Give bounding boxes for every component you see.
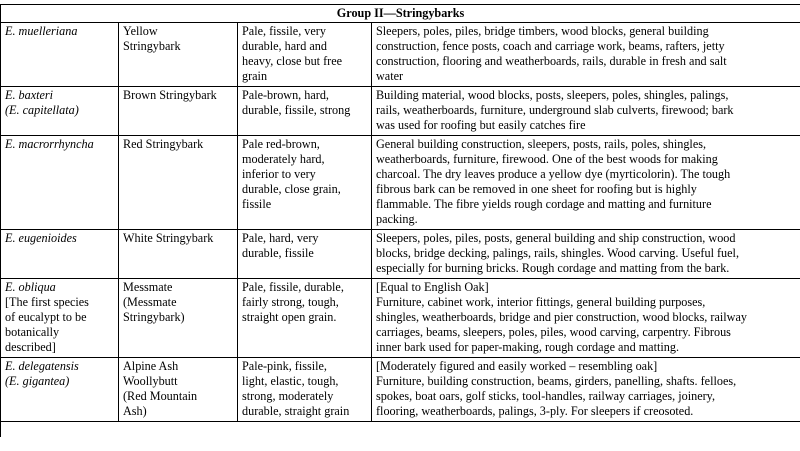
- cell-line: (Messmate: [123, 295, 177, 309]
- species-cell: [1, 279, 119, 358]
- cell-line: of eucalypt to be: [5, 310, 87, 324]
- timber-description-cell: [238, 230, 372, 279]
- uses-cell: [372, 230, 800, 279]
- group-header-row: [1, 5, 800, 23]
- cell-line: E. macrorrhyncha: [5, 137, 94, 151]
- cell-line: blocks, bridge decking, palings, rails, shingles. Wood carving. Useful fuel,: [376, 246, 739, 260]
- uses-cell: [372, 87, 800, 136]
- cell-line: durable, fissile, strong: [242, 103, 351, 117]
- cell-line: E. muelleriana: [5, 24, 78, 38]
- cell-line: Sleepers, poles, piles, posts, general building and ship construction, wood: [376, 231, 736, 245]
- table-row: [1, 23, 800, 87]
- cell-line: Pale-pink, fissile,: [242, 359, 327, 373]
- cell-line: Woollybutt: [123, 374, 178, 388]
- cell-line: rails, weatherboards, furniture, underground slab culverts, firewood; bark: [376, 103, 734, 117]
- cell-line: Pale-brown, hard,: [242, 88, 329, 102]
- cell-line: General building construction, sleepers, posts, rails, poles, shingles,: [376, 137, 707, 151]
- timber-description-cell: [238, 87, 372, 136]
- cell-line: Pale, hard, very: [242, 231, 319, 245]
- table-row: [1, 230, 800, 279]
- cell-line: shingles, weatherboards, bridge and pier construction, wood blocks, railway: [376, 310, 747, 324]
- cell-line: Messmate: [123, 280, 173, 294]
- cell-line: durable, close grain,: [242, 182, 341, 196]
- cell-line: Brown Stringybark: [123, 88, 217, 102]
- uses-cell: [372, 358, 800, 422]
- cell-line: durable, straight grain: [242, 404, 350, 418]
- cell-line: Sleepers, poles, piles, bridge timbers, wood blocks, general building: [376, 24, 709, 38]
- cell-line: fibrous bark can be removed in one sheet for roofing but is highly: [376, 182, 697, 196]
- timber-description-cell: [238, 279, 372, 358]
- table-row: [1, 279, 800, 358]
- common-name-cell: [119, 23, 238, 87]
- group-title: Group II—Stringybarks: [1, 5, 800, 23]
- cell-line: Yellow: [123, 24, 158, 38]
- cell-line: Stringybark: [123, 39, 181, 53]
- common-name-cell: [119, 279, 238, 358]
- timber-description-cell: [238, 358, 372, 422]
- cell-line: heavy, close but free: [242, 54, 343, 68]
- cell-line: botanically: [5, 325, 60, 339]
- cell-line: Pale, fissile, durable,: [242, 280, 344, 294]
- cell-line: Ash): [123, 404, 147, 418]
- species-cell: [1, 358, 119, 422]
- cell-line: inner bark used for paper-making, rough cordage and matting.: [376, 340, 679, 354]
- cell-line: packing.: [376, 212, 418, 226]
- table-row: [1, 358, 800, 422]
- stringybarks-table: [0, 4, 800, 437]
- species-cell: [1, 23, 119, 87]
- cell-line: Furniture, building construction, beams, girders, panelling, shafts. felloes,: [376, 374, 737, 388]
- cell-line: moderately hard,: [242, 152, 325, 166]
- cell-line: especially for burning bricks. Rough cordage and matting from the bark.: [376, 261, 730, 275]
- cell-line: flooring, weatherboards, palings, 3-ply. For sleepers if creosoted.: [376, 404, 694, 418]
- cell-line: construction, flooring and weatherboards, rails, durable in fresh and salt: [376, 54, 727, 68]
- cell-line: [Moderately figured and easily worked – resembling oak]: [376, 359, 658, 373]
- cell-line: durable, fissile: [242, 246, 314, 260]
- species-cell: [1, 136, 119, 230]
- cell-line: water: [376, 69, 404, 83]
- cell-line: E. eugenioides: [5, 231, 77, 245]
- common-name-cell: [119, 358, 238, 422]
- cell-line: flammable. The fibre yields rough cordage and matting and furniture: [376, 197, 712, 211]
- cell-line: described]: [5, 340, 56, 354]
- timber-description-cell: [238, 23, 372, 87]
- trailing-cell: [1, 422, 800, 438]
- cell-line: Pale red-brown,: [242, 137, 320, 151]
- cell-line: inferior to very: [242, 167, 316, 181]
- common-name-cell: [119, 87, 238, 136]
- table-row: [1, 136, 800, 230]
- cell-line: fissile: [242, 197, 272, 211]
- uses-cell: [372, 279, 800, 358]
- cell-line: E. obliqua: [5, 280, 56, 294]
- cell-line: Red Stringybark: [123, 137, 204, 151]
- uses-cell: [372, 23, 800, 87]
- cell-line: (E. capitellata): [5, 103, 79, 117]
- cell-line: was used for roofing but easily catches fire: [376, 118, 586, 132]
- cell-line: carriages, beams, sleepers, poles, piles, wood carving, carpentry. Fibrous: [376, 325, 731, 339]
- common-name-cell: [119, 230, 238, 279]
- cell-line: White Stringybark: [123, 231, 214, 245]
- cell-line: [Equal to English Oak]: [376, 280, 489, 294]
- cell-line: weatherboards, furniture, firewood. One of the best woods for making: [376, 152, 718, 166]
- cell-line: E. baxteri: [5, 88, 54, 102]
- cell-line: grain: [242, 69, 268, 83]
- cell-line: strong, moderately: [242, 389, 334, 403]
- cell-line: Stringybark): [123, 310, 185, 324]
- cell-line: light, elastic, tough,: [242, 374, 339, 388]
- cell-line: Pale, fissile, very: [242, 24, 326, 38]
- species-cell: [1, 230, 119, 279]
- trailing-row: [1, 422, 800, 438]
- common-name-cell: [119, 136, 238, 230]
- cell-line: Alpine Ash: [123, 359, 179, 373]
- cell-line: Building material, wood blocks, posts, sleepers, poles, shingles, palings,: [376, 88, 729, 102]
- cell-line: straight open grain.: [242, 310, 337, 324]
- cell-line: Furniture, cabinet work, interior fittings, general building purposes,: [376, 295, 706, 309]
- cell-line: (E. gigantea): [5, 374, 70, 388]
- cell-line: (Red Mountain: [123, 389, 198, 403]
- uses-cell: [372, 136, 800, 230]
- species-cell: [1, 87, 119, 136]
- cell-line: spokes, boat oars, golf sticks, tool-handles, railway carriages, joinery,: [376, 389, 716, 403]
- cell-line: fairly strong, tough,: [242, 295, 339, 309]
- cell-line: construction, fence posts, coach and carriage work, beams, rafters, jetty: [376, 39, 725, 53]
- table-row: [1, 87, 800, 136]
- timber-description-cell: [238, 136, 372, 230]
- cell-line: [The first species: [5, 295, 89, 309]
- cell-line: charcoal. The dry leaves produce a yellow dye (myrticolorin). The tough: [376, 167, 731, 181]
- table-body: [1, 23, 800, 422]
- cell-line: E. delegatensis: [5, 359, 79, 373]
- cell-line: durable, hard and: [242, 39, 327, 53]
